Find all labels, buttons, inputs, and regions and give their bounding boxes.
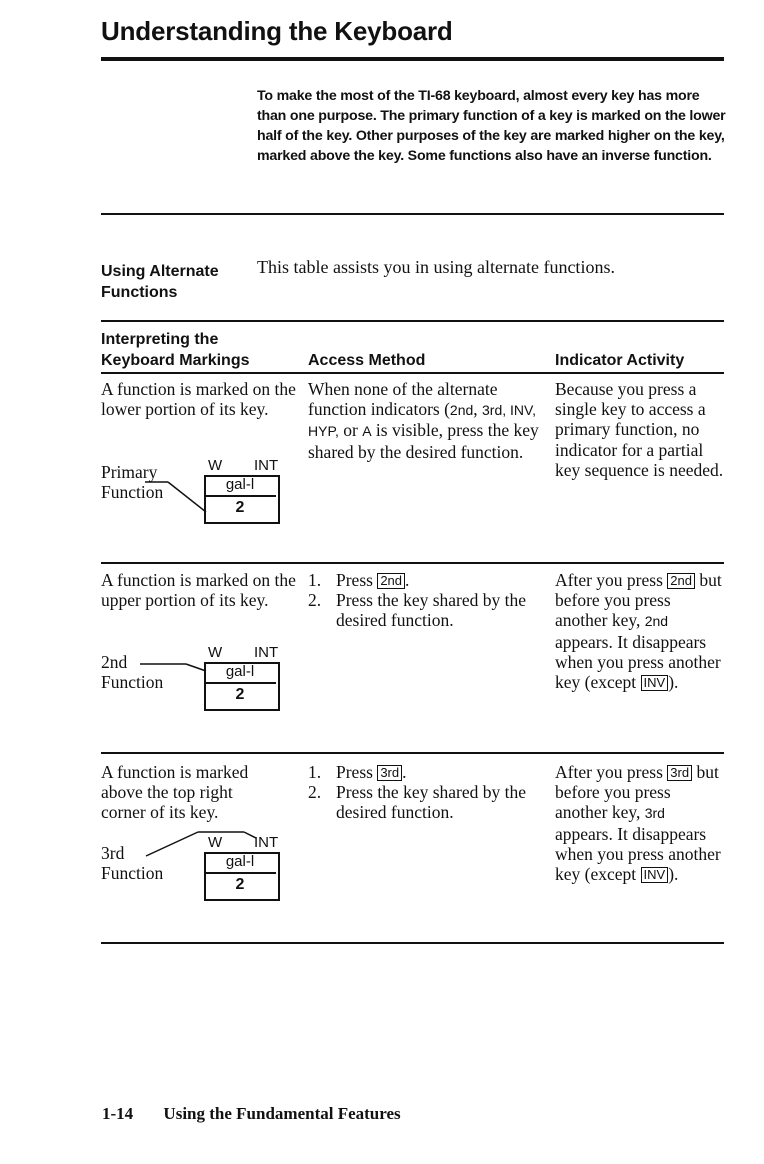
key-primary-function: 2 xyxy=(235,499,245,516)
key-inv-label: INV xyxy=(641,867,669,883)
key-second-function: gal-l xyxy=(204,475,276,497)
indicator-3rd: 3rd xyxy=(644,805,665,822)
step-1 xyxy=(308,762,548,782)
key-label-w: W xyxy=(208,644,223,661)
key-2nd-label: 2nd xyxy=(667,573,695,589)
activity-text-a: After you press xyxy=(555,570,663,590)
indicator-list: 3rd, INV, HYP, xyxy=(308,402,536,440)
title-rule xyxy=(101,57,724,61)
step-1-number: 1. xyxy=(308,570,322,590)
indicator-a: A xyxy=(362,423,372,440)
access-text-1: When none of the alternate function indicators ( xyxy=(308,379,498,420)
section-text: This table assists you in using alternate functions. xyxy=(257,257,615,277)
diagram-3-label-line2: Function xyxy=(101,863,164,884)
step-1-text: Press xyxy=(336,570,373,590)
key-label-int: INT xyxy=(254,834,279,851)
section-heading-line1: Using Alternate xyxy=(101,263,219,280)
key-primary-function: 2 xyxy=(235,876,245,893)
page-title: Understanding the Keyboard xyxy=(101,16,453,46)
step-2-text: Press the key shared by the desired function. xyxy=(336,782,527,823)
step-1-end: . xyxy=(402,762,407,782)
column-header-marking xyxy=(101,329,249,371)
table-row-2-activity xyxy=(555,570,727,692)
activity-text-b: but before you press another key, xyxy=(555,762,719,823)
column-header-access: Access Method xyxy=(308,352,426,369)
key-label-w: W xyxy=(208,834,223,851)
diagram-1-label-line1: Primary xyxy=(101,462,158,482)
page-footer xyxy=(102,1104,401,1124)
step-1-end: . xyxy=(405,570,410,590)
key-diagram-2 xyxy=(204,644,284,714)
table-row-2-marking: A function is marked on the upper portion of its key. xyxy=(101,570,296,611)
column-header-marking-line1: Interpreting the xyxy=(101,331,219,348)
key-diagram-3 xyxy=(204,834,284,904)
indicator-2nd: 2nd xyxy=(644,613,669,630)
diagram-3-label-line1: 3rd xyxy=(101,843,125,863)
indicator-2nd: 2nd xyxy=(449,402,474,419)
step-1-number: 1. xyxy=(308,762,322,782)
access-text-2: is visible, press the key shared by the desired function. xyxy=(308,420,539,462)
column-header-activity: Indicator Activity xyxy=(555,352,685,369)
table-row-2-rule xyxy=(101,752,724,754)
diagram-1-label-line2: Function xyxy=(101,482,164,503)
table-row-3-marking: A function is marked above the top right corner of its key. xyxy=(101,762,249,823)
table-bottom-rule xyxy=(101,942,724,944)
key-primary-function: 2 xyxy=(235,686,245,703)
step-1-text: Press xyxy=(336,762,373,782)
table-row-1-rule xyxy=(101,562,724,564)
access-comma: , xyxy=(473,399,478,420)
table-header-rule xyxy=(101,372,724,374)
activity-text-b: but before you press another key, xyxy=(555,570,722,631)
table-row-1-activity: Because you press a single key to access a primary function, no indicator for a partial key sequence is needed. xyxy=(555,379,724,480)
intro-rule xyxy=(101,213,724,215)
table-row-3-activity xyxy=(555,762,727,884)
key-3rd-label: 3rd xyxy=(377,765,402,781)
key-inv-label: INV xyxy=(641,675,669,691)
table-row-3-access xyxy=(308,762,548,823)
step-2 xyxy=(308,590,548,630)
chapter-title: Using the Fundamental Features xyxy=(163,1104,401,1123)
key-label-int: INT xyxy=(254,644,279,661)
key-diagram-1 xyxy=(204,457,284,527)
column-header-marking-line2: Keyboard Markings xyxy=(101,352,250,369)
step-2-number: 2. xyxy=(308,782,322,803)
diagram-2-label-line2: Function xyxy=(101,672,164,693)
key-label-int: INT xyxy=(254,457,279,474)
step-2-text: Press the key shared by the desired function. xyxy=(336,590,527,631)
key-second-function: gal-l xyxy=(204,852,276,874)
access-or: or xyxy=(338,420,363,441)
table-row-1-access xyxy=(308,379,548,462)
key-second-function: gal-l xyxy=(204,662,276,684)
intro-paragraph: To make the most of the TI-68 keyboard, almost every key has more than one purpose. The primary function of a key is marked on the lower half of the key. Other purposes of the key are marked higher on the key, marked above the key. Some functions also have an inverse function. xyxy=(257,88,726,164)
activity-text-a: After you press xyxy=(555,762,663,782)
table-row-2-access xyxy=(308,570,548,631)
activity-text-c: appears. It disappears when you press another key (except xyxy=(555,631,721,693)
step-1 xyxy=(308,570,548,590)
activity-text-d: ). xyxy=(668,672,679,693)
section-heading-line2: Functions xyxy=(101,284,178,301)
activity-text-c: appears. It disappears when you press another key (except xyxy=(555,823,721,885)
key-2nd-label: 2nd xyxy=(377,573,405,589)
section-heading xyxy=(101,261,219,303)
table-top-rule xyxy=(101,320,724,322)
activity-text-d: ). xyxy=(668,864,679,885)
table-row-1-marking: A function is marked on the lower portion of its key. xyxy=(101,379,296,420)
key-label-w: W xyxy=(208,457,223,474)
key-3rd-label: 3rd xyxy=(667,765,692,781)
step-2 xyxy=(308,782,548,822)
diagram-2-label-line1: 2nd xyxy=(101,652,128,672)
page-number: 1-14 xyxy=(102,1104,134,1123)
step-2-number: 2. xyxy=(308,590,322,611)
